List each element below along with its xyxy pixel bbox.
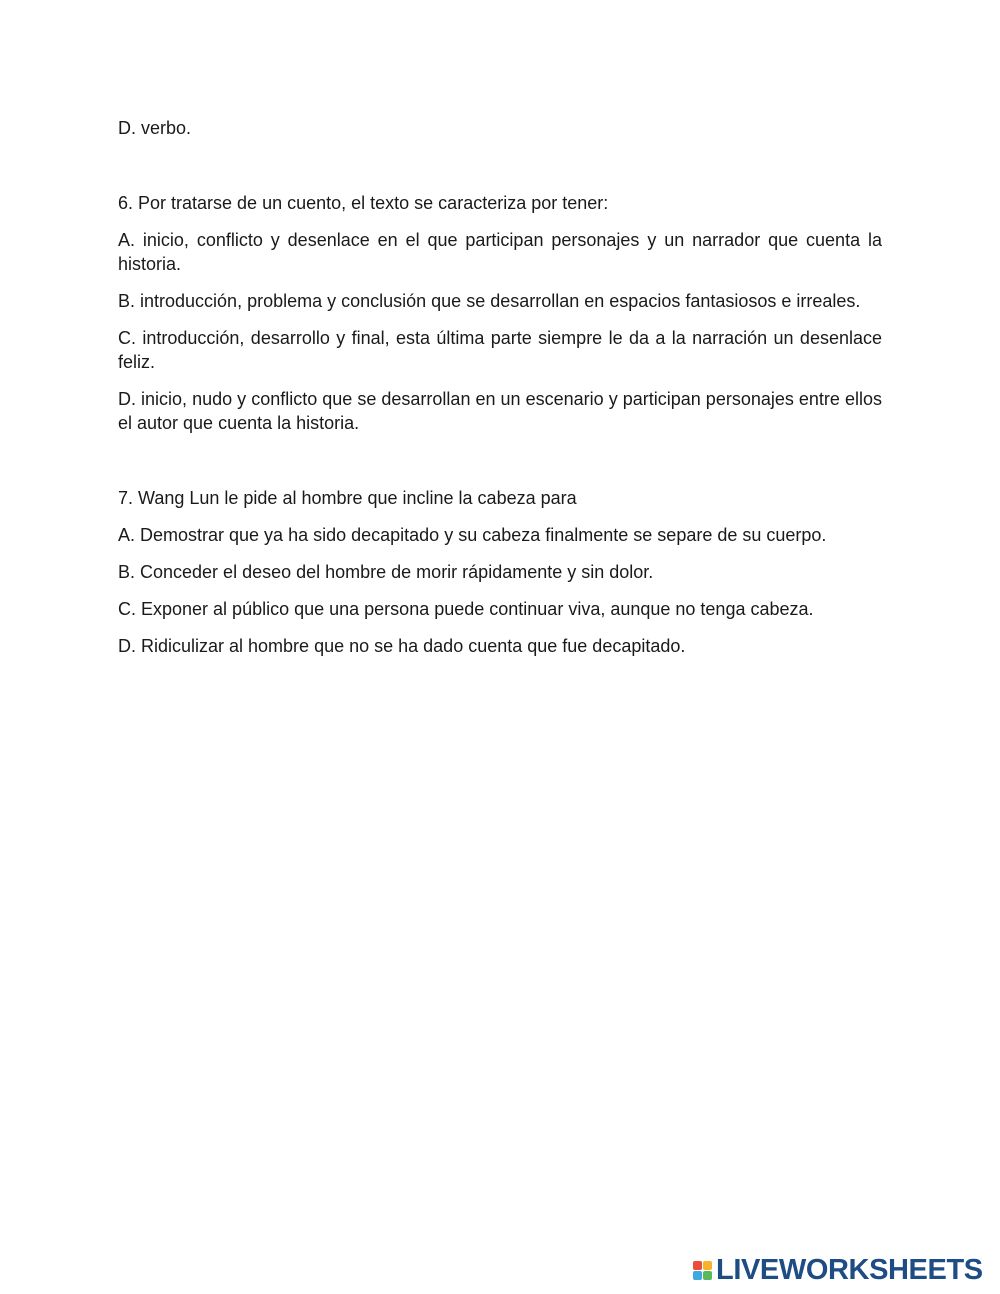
question-7-option-a: A. Demostrar que ya ha sido decapitado y su cabeza finalmente se separe de su cuerpo. (118, 525, 827, 545)
question-6-title: 6. Por tratarse de un cuento, el texto se caracteriza por tener: (118, 193, 609, 213)
question-6-option-c: C. introducción, desarrollo y final, esta última parte siempre le da a la narración un desenlace feliz. (118, 328, 882, 372)
question-7-option-d: D. Ridiculizar al hombre que no se ha dado cuenta que fue decapitado. (118, 636, 686, 656)
liveworksheets-logo-text: LIVEWORKSHEETS (716, 1254, 983, 1286)
question-6-option-b: B. introducción, problema y conclusión que se desarrollan en espacios fantasiosos e irreales. (118, 291, 861, 311)
logo-square-3 (693, 1271, 702, 1280)
logo-square-2 (703, 1261, 712, 1270)
logo-square-4 (703, 1271, 712, 1280)
question-7-title: 7. Wang Lun le pide al hombre que incline la cabeza para (118, 488, 577, 508)
question-6-option-d: D. inicio, nudo y conflicto que se desarrollan en un escenario y participan personajes entre ellos el autor que cuenta la historia. (118, 389, 882, 433)
question-6 (118, 191, 882, 435)
worksheet-page (118, 116, 882, 671)
liveworksheets-logo-icon (693, 1261, 712, 1280)
question-7-option-c: C. Exponer al público que una persona puede continuar viva, aunque no tenga cabeza. (118, 599, 814, 619)
question-7 (118, 486, 882, 658)
question-6-option-a: A. inicio, conflicto y desenlace en el que participan personajes y un narrador que cuenta la historia. (118, 230, 882, 274)
question-5-option-d: D. verbo. (118, 118, 192, 138)
logo-square-1 (693, 1261, 702, 1270)
question-7-option-b: B. Conceder el deseo del hombre de morir rápidamente y sin dolor. (118, 562, 654, 582)
liveworksheets-logo (693, 1255, 983, 1285)
